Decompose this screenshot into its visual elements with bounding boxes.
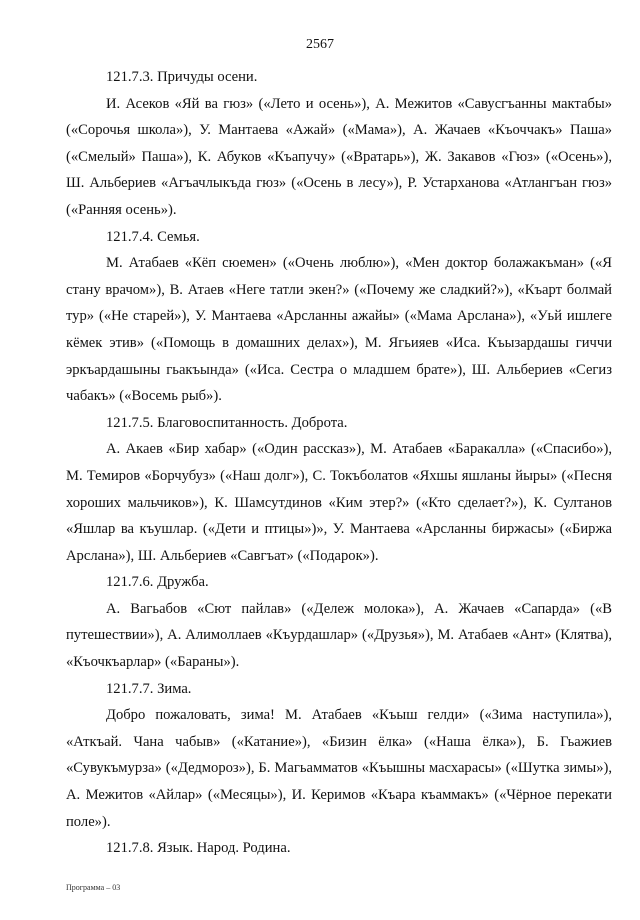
section-heading-121-7-4: 121.7.4. Семья. (106, 228, 200, 245)
page-footer: Программа – 03 (66, 883, 121, 892)
section-text-121-7-6: А. Вагьабов «Сют пайлав» («Дележ молока»), А. Жачаев «Сапарда» («В путешествии»), А. Алимоллаев «Къурдашлар» («Друзья»), М. Атабаев «Ант» (Клятва), «Къочкъарлар» («Бараны»). (66, 600, 612, 671)
section-text-121-7-4: М. Атабаев «Кёп сюемен» («Очень люблю»), «Мен доктор болажакъман» («Я стану врачом»), В. Атаев «Неге татли экен?» («Почему же сладкий?»), «Къарт болмай тур» («Не старей»), У. Мантаева «Арсланны ажайы» («Мама Арслана»), «Уьй ишлеге кёмек этив» («Помощь в домашних делах»), М. Ягьияев «Иса. Къызардашы гиччи эркъардашыны гьакъында» («Иса. Сестра о младшем брате»), Ш. Альбериев «Сегиз чабакъ» («Восемь рыб»). (66, 255, 612, 405)
section-heading-121-7-7: 121.7.7. Зима. (106, 680, 192, 697)
page-number: 2567 (306, 37, 334, 52)
section-heading-121-7-3: 121.7.3. Причуды осени. (106, 69, 258, 85)
section-heading-121-7-8: 121.7.8. Язык. Народ. Родина. (106, 840, 291, 857)
section-heading-121-7-5: 121.7.5. Благовоспитанность. Доброта. (106, 414, 348, 431)
section-text-121-7-5: А. Акаев «Бир хабар» («Один рассказ»), М. Атабаев «Баракалла» («Спасибо»), М. Темиров «Борчубуз» («Наш долг»), С. Токъболатов «Яхшы яшланы йыры» («Песня хороших мальчиков»), К. Шамсутдинов «Ким этер?» («Кто сделает?»), К. Султанов «Яшлар ва къушлар. («Дети и птицы»)», У. Мантаева «Арсланны биржасы» («Биржа Арслана»), Ш. Альбериев «Савгъат» («Подарок»). (66, 441, 612, 564)
document-body (66, 64, 612, 862)
section-text-121-7-7: Добро пожаловать, зима! М. Атабаев «Къыш гелди» («Зима наступила»), «Аткъай. Чана чабыв» («Катание»), «Бизин ёлка» («Наша ёлка»), Б. Гьажиев «Сувукъмурза» («Дедмороз»), Б. Магьамматов «Къышны масхарасы» («Шутка зимы»), А. Межитов «Айлар» («Месяцы»), И. Керимов «Къара къаммакъ» («Чёрное перекати поле»). (66, 707, 612, 830)
section-heading-121-7-6: 121.7.6. Дружба. (106, 574, 209, 591)
section-text-121-7-3: И. Асеков «Яй ва гюз» («Лето и осень»), А. Межитов «Савусгъанны мактабы» («Сорочья школа»), У. Мантаева «Ажай» («Мама»), А. Жачаев «Къоччакъ» Паша» («Смелый» Паша»), К. Абуков «Къапучу» («Вратарь»), Ж. Закавов «Гюз» («Осень»), Ш. Альбериев «Агъачлыкъда гюз» («Осень в лесу»), Р. Устарханова «Атлангъан гюз» («Ранняя осень»). (66, 95, 612, 218)
